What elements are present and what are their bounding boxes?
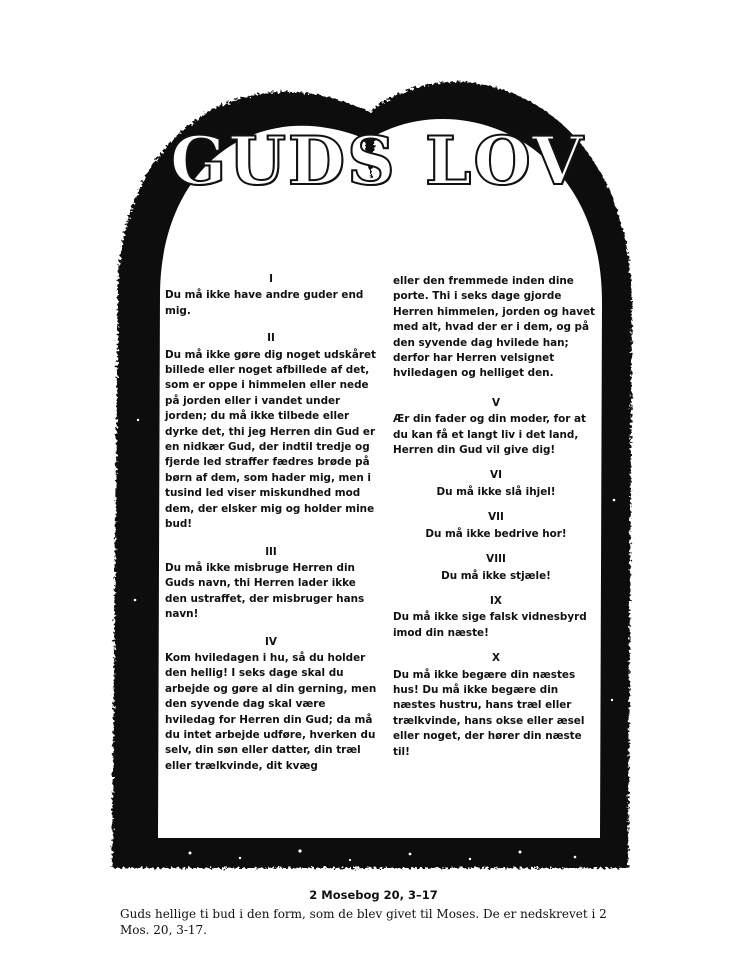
commandment-number: VIII: [486, 553, 506, 566]
commandment-number: VI: [490, 469, 502, 482]
commandment-text: Du må ikke begære din næstes hus! Du må ikke begære din næstes hustru, hans træl eller trælkvinde, hans okse eller æsel eller noget, der hører din næste til!: [393, 668, 585, 758]
commandment-text: Du må ikke misbruge Herren din Guds navn, thi Herren lader ikke den ustraffet, der misbruger hans navn!: [165, 561, 365, 621]
commandment-number: IX: [490, 594, 502, 607]
commandment-text: Du må ikke stjæle!: [441, 569, 551, 582]
commandment-text: Kom hviledagen i hu, så du holder den hellig! I seks dage skal du arbejde og gøre al din gerning, men den syvende dag skal være hviledag for Herren din Gud; da må du intet arbejde udføre, hverken du selv, din søn eller datter, din træl eller trælkvinde, dit kvæg: [165, 651, 377, 772]
commandment-text: Du må ikke slå ihjel!: [436, 485, 556, 498]
commandment-number: III: [265, 545, 277, 558]
commandment-number: V: [491, 396, 501, 409]
commandment-number: X: [491, 652, 500, 665]
commandment-number: II: [267, 332, 275, 345]
commandment-text: Du må ikke have andre guder end mig.: [165, 289, 364, 317]
caption-reference: 2 Mosebog 20, 3–17: [309, 888, 438, 902]
commandment-text: Du må ikke gøre dig noget udskåret billede eller noget afbillede af det, som er oppe i himmelen eller nede på jorden eller i vandet under jorden; du må ikke tilbede eller dyrke det, thi jeg Herren din Gud er en nidkær Gud, der indtil tredje og fjerde led straffer fædres brøde på børn af dem, som hader mig, men i tusind led viser miskundhed mod dem, der elsker mig og holder mine bud!: [165, 348, 376, 531]
commandment-number: IV: [265, 635, 277, 648]
commandment-text: Ær din fader og din moder, for at du kan få et langt liv i det land, Herren din Gud vil give dig!: [393, 413, 586, 457]
left-tablet-commandments: [165, 272, 377, 786]
tablet-title-left: GUDS: [170, 122, 397, 200]
commandment-text: Du må ikke bedrive hor!: [425, 527, 567, 540]
commandment-continuation: eller den fremmede inden dine porte. Thi i seks dage gjorde Herren himmelen, jorden og havet med alt, hvad der er i dem, og på den syvende dag hvilede han; derfor har Herren velsignet hviledagen og helliget den.: [393, 275, 595, 380]
commandment-number: I: [269, 273, 273, 285]
commandment-number: VII: [488, 511, 504, 524]
tablet-title-right: LOV: [425, 122, 585, 200]
caption-text: Guds hellige ti bud i den form, som de blev givet til Moses. De er nedskrevet i 2 Mos. 20, 3-17.: [120, 907, 607, 937]
commandment-text: Du må ikke sige falsk vidnesbyrd imod din næste!: [393, 611, 587, 639]
right-tablet-commandments: [393, 274, 599, 770]
